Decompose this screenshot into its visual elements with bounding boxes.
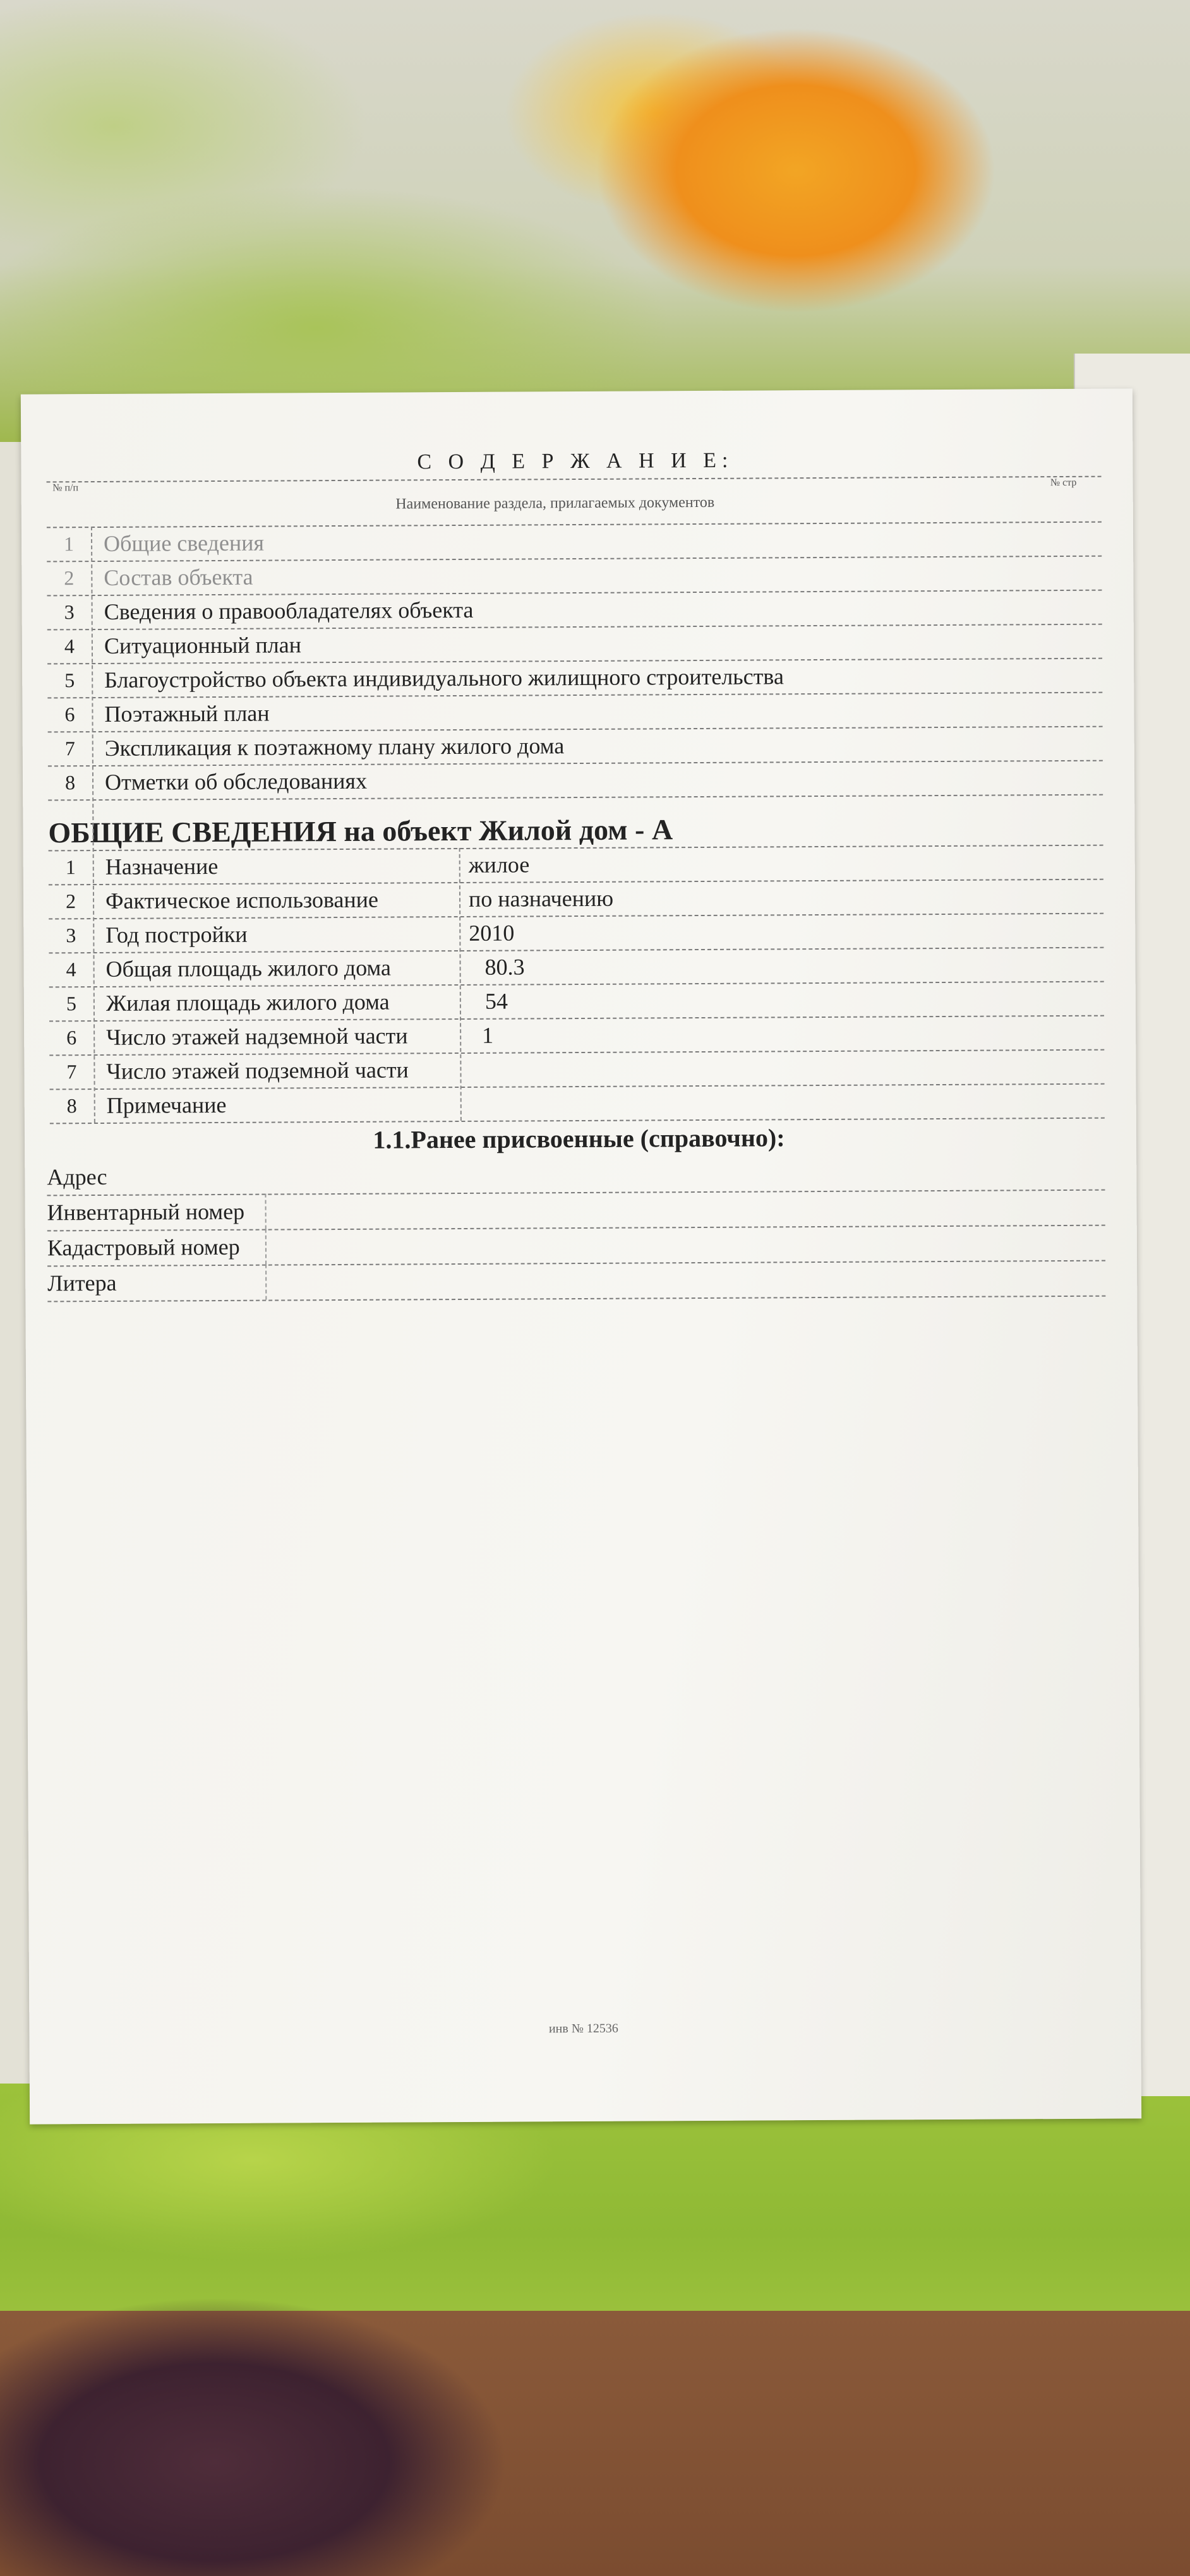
- toc-header: [47, 476, 1102, 528]
- general-row-label: Примечание: [106, 1092, 227, 1118]
- toc-col-page: № стр: [1050, 477, 1077, 489]
- general-row-label: Жилая площадь жилого дома: [105, 989, 390, 1016]
- background-towel-top: [0, 0, 1190, 442]
- toc-row-num: 7: [64, 737, 75, 760]
- general-row-label: Общая площадь жилого дома: [105, 955, 392, 982]
- previous-row-label: Литера: [47, 1270, 117, 1296]
- general-row-label: Назначение: [105, 854, 219, 880]
- general-row-label: Число этажей подземной части: [106, 1057, 409, 1084]
- toc-col-name: Наименование раздела, прилагаемых документов: [395, 494, 715, 513]
- toc-title: С О Д Е Р Ж А Н И Е:: [417, 448, 734, 474]
- general-row: [50, 1083, 1105, 1124]
- general-row-value: 54: [484, 988, 508, 1014]
- general-row-value: жилое: [468, 852, 530, 878]
- general-row-value: 80.3: [484, 954, 525, 980]
- toc-row-num: 5: [64, 669, 75, 692]
- row-divider: [265, 1194, 266, 1229]
- previous-heading: 1.1.Ранее присвоенные (справочно):: [373, 1123, 785, 1154]
- toc-row-num: 3: [64, 600, 75, 624]
- general-row-num: 3: [66, 924, 76, 947]
- general-row-num: 4: [66, 958, 76, 981]
- toc-row-label: Состав объекта: [104, 564, 253, 590]
- general-heading-rest: на объект Жилой дом - А: [336, 813, 673, 848]
- inventory-number: инв № 12536: [548, 2021, 618, 2036]
- general-row-value: 1: [482, 1022, 494, 1048]
- general-row-value: 2010: [469, 920, 515, 946]
- general-row-num: 1: [65, 856, 76, 879]
- general-row-label: Число этажей надземной части: [106, 1023, 408, 1050]
- toc-col-num: № п/п: [52, 482, 79, 494]
- toc-row-label: Отметки об обследованиях: [104, 768, 368, 795]
- toc-row-num: 6: [64, 703, 75, 726]
- toc-row-num: 8: [64, 771, 76, 794]
- previous-row-label: Инвентарный номер: [47, 1198, 245, 1225]
- row-divider: [265, 1265, 267, 1300]
- toc-row-label: Общие сведения: [103, 530, 265, 556]
- background-cloth: [0, 2298, 543, 2576]
- general-row-label: Год постройки: [105, 921, 248, 948]
- previous-row: [47, 1260, 1105, 1303]
- toc-row-label: Ситуационный план: [104, 632, 302, 659]
- toc-row-label: Сведения о правообладателях объекта: [104, 597, 474, 624]
- general-row-label: Фактическое использование: [105, 886, 379, 914]
- general-row-num: 2: [65, 890, 76, 913]
- toc-row-label: Экспликация к поэтажному плану жилого дома: [104, 733, 565, 761]
- row-divider: [265, 1229, 267, 1265]
- general-row-num: 7: [66, 1060, 77, 1083]
- general-heading-bold: ОБЩИЕ СВЕДЕНИЯ: [48, 815, 337, 849]
- toc-row-label: Поэтажный план: [104, 700, 270, 727]
- document-sheet: [21, 388, 1141, 2124]
- general-row-num: 5: [66, 992, 76, 1015]
- toc-row-num: 1: [63, 532, 75, 556]
- previous-row-label: Кадастровый номер: [47, 1234, 240, 1261]
- toc-row-label: Благоустройство объекта индивидуального жилищного строительства: [104, 664, 784, 693]
- toc-row-num: 2: [64, 566, 75, 590]
- toc-row: [48, 760, 1103, 801]
- general-row-num: 6: [66, 1026, 77, 1049]
- toc-row-num: 4: [64, 635, 75, 658]
- previous-row-label: Адрес: [47, 1164, 107, 1190]
- general-row-value: по назначению: [468, 885, 614, 912]
- general-row-num: 8: [66, 1094, 77, 1118]
